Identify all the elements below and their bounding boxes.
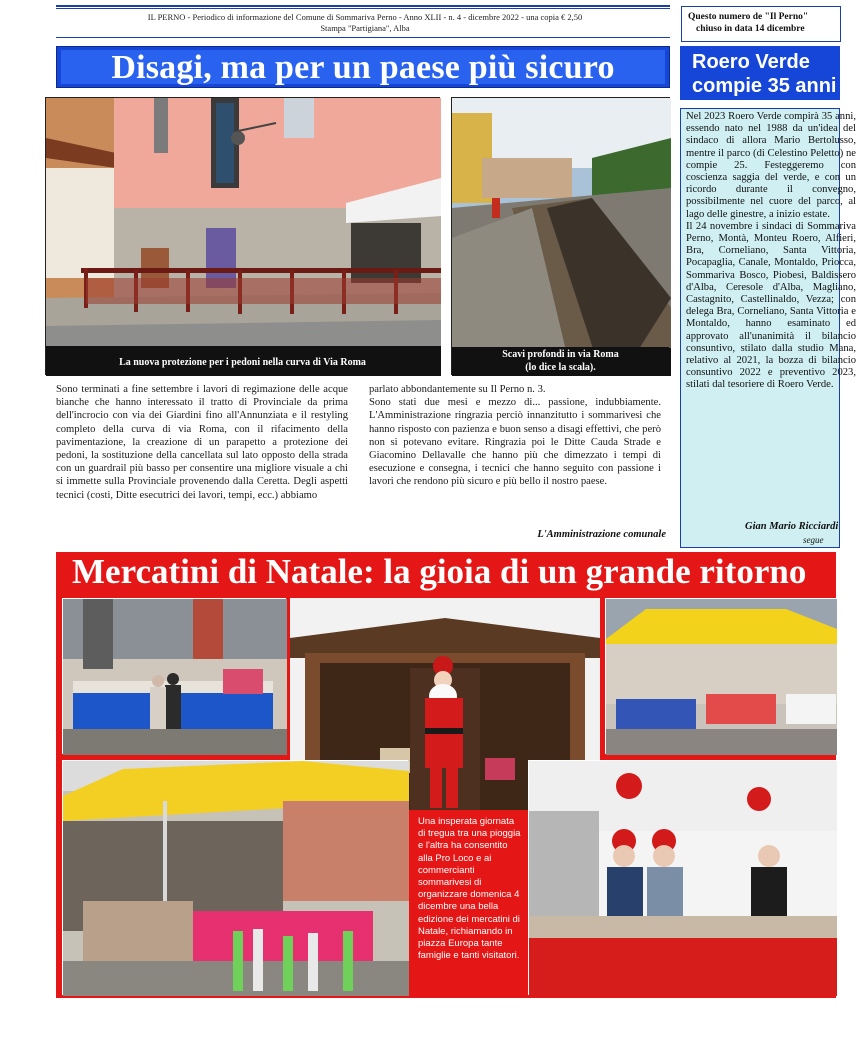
- side-headline-banner: [680, 46, 840, 100]
- masthead-line-1: IL PERNO - Periodico di informazione del Comune di Sommariva Perno - Anno XLII - n. 4 - dicembre 2022 - una copia € 2,50: [147, 12, 583, 22]
- market-vendors-image: [529, 761, 837, 996]
- photo2-caption: [452, 347, 669, 375]
- photo1-caption: La nuova protezione per i pedoni nella curva di Via Roma: [46, 352, 439, 374]
- side-headline-line-1: Roero Verde: [692, 51, 810, 73]
- photo-market-yellow-tent: [62, 760, 408, 995]
- photo-market-vendors: [528, 760, 836, 995]
- headline-banner: [56, 46, 670, 88]
- article-signature: L'Amministrazione comunale: [537, 529, 666, 540]
- side-article-paragraph-2: Il 24 novembre i sindaci di Sommariva Perno, Montà, Monteu Roero, Alfieri, Bra, Corneliano, Santa Vittoria, Pocapaglia, Canale, Montaldo, Priocca, Sommariva Bosco, Piobesi, Baldissero d'Alba, Ceresole d'Alba, Magliano, Castagnito, Castellinaldo, Vezza; con delega Bra, Corneliano, Santa Vittoria e Montaldo, hanno esaminato ed approvato all'unanimità il bilancio consuntivo, stilato dalla studio Mana, relativo al 2021, la bozza di bilancio consuntivo 2022 e preventivo 2023, stilati dal tesoriere di Roero Verde.: [686, 220, 856, 391]
- market-stall-left-image: [63, 599, 287, 755]
- article-col2-text: Sono stati due mesi e mezzo di... passione, indubbiamente. L'Amministrazione ringrazia perciò innanzitutto i sommarivesi che hanno risposto con pazienza e buon senso a disagi effettivi, che però non si potevano evitare. Ringrazia poi le Ditte Cauda Strade e Giacomino Dellavalle che hanno più che dimezzato i tempi di esecuzione e consegna, i tecnici che hanno seguito con passione i lavori che rendono più sicuro e più bello il nostro paese.: [369, 397, 661, 488]
- top-rule: [56, 5, 670, 7]
- side-article-text: [686, 111, 856, 392]
- top-rule-thin: [56, 8, 670, 9]
- photo2-caption-line-1: Scavi profondi in via Roma: [502, 349, 619, 360]
- market-yellow-tent-image: [63, 761, 409, 996]
- photo-via-roma-curve: [45, 97, 440, 375]
- market-tents-right-image: [606, 599, 837, 755]
- mercatini-caption: Una insperata giornata di tregua tra una pioggia e l'altra ha consentito alla Pro Loco e ai commercianti sommarivesi di organizzare domenica 4 dicembre una bella edizione dei mercatini di Natale, richiamando in piazza Europa tante famiglie e tanti visitatori.: [412, 813, 528, 995]
- via-roma-curve-image: [46, 98, 441, 376]
- side-article-column: [680, 108, 856, 548]
- issue-closing-line-2: chiuso in data 14 dicembre: [696, 24, 805, 34]
- main-headline: Disagi, ma per un paese più sicuro: [61, 50, 665, 84]
- article-col1-text: Sono terminati a fine settembre i lavori di regimazione delle acque bianche che hanno interessato il tratto di Provinciale da prima dell'incrocio con via dei Giardini fino all'Annunziata e il restyling completo della curva di via Roma, con il rifacimento della pavimentazione, la creazione di un parapetto a protezione dei pedoni, la sostituzione della cancellata sul lato opposto della strada con un guardrail più basso per consentire una migliore visuale a chi si immette sulla Provinciale provenendo dalla Ceretta. Degli aspetti tecnici (costi, Ditte esecutrici dei lavori, tempi, ecc.) abbiamo: [56, 384, 348, 501]
- mercatini-headline: Mercatini di Natale: la gioia di un grande ritorno: [72, 552, 807, 591]
- masthead: [60, 12, 670, 34]
- masthead-rule: [56, 37, 670, 38]
- masthead-line-2: Stampa "Partigiana", Alba: [320, 23, 410, 33]
- issue-closing-line-1: Questo numero de "Il Perno": [688, 12, 809, 22]
- issue-closing-box: [681, 6, 841, 42]
- side-article-continues: segue: [803, 535, 824, 545]
- side-article-paragraph-1: Nel 2023 Roero Verde compirà 35 anni, essendo nato nel 1988 da un'idea del sindaco di allora Mario Bertolusso, mentre il parco (di Celestino Peletto) ne compie 25. Festeggeremo con coscienza saggia del verde, e con un ricordo durante il convegno, possibilmente nel cuore del parco, al lago delle ginestre, a inizio estate.: [686, 111, 856, 220]
- photo-via-roma-excavation: [451, 97, 670, 375]
- article-column-2: [369, 383, 661, 533]
- side-article-signature: Gian Mario Ricciardi: [745, 521, 839, 532]
- article-column-1: [56, 383, 348, 545]
- photo-market-stall-left: [62, 598, 286, 754]
- excavation-image: [452, 98, 671, 376]
- photo-market-tents-right: [605, 598, 836, 754]
- photo2-caption-line-2: (lo dice la scala).: [525, 362, 596, 373]
- article-col2-lead: parlato abbondantemente su Il Perno n. 3.: [369, 384, 546, 395]
- side-headline-line-2: compie 35 anni: [692, 75, 837, 97]
